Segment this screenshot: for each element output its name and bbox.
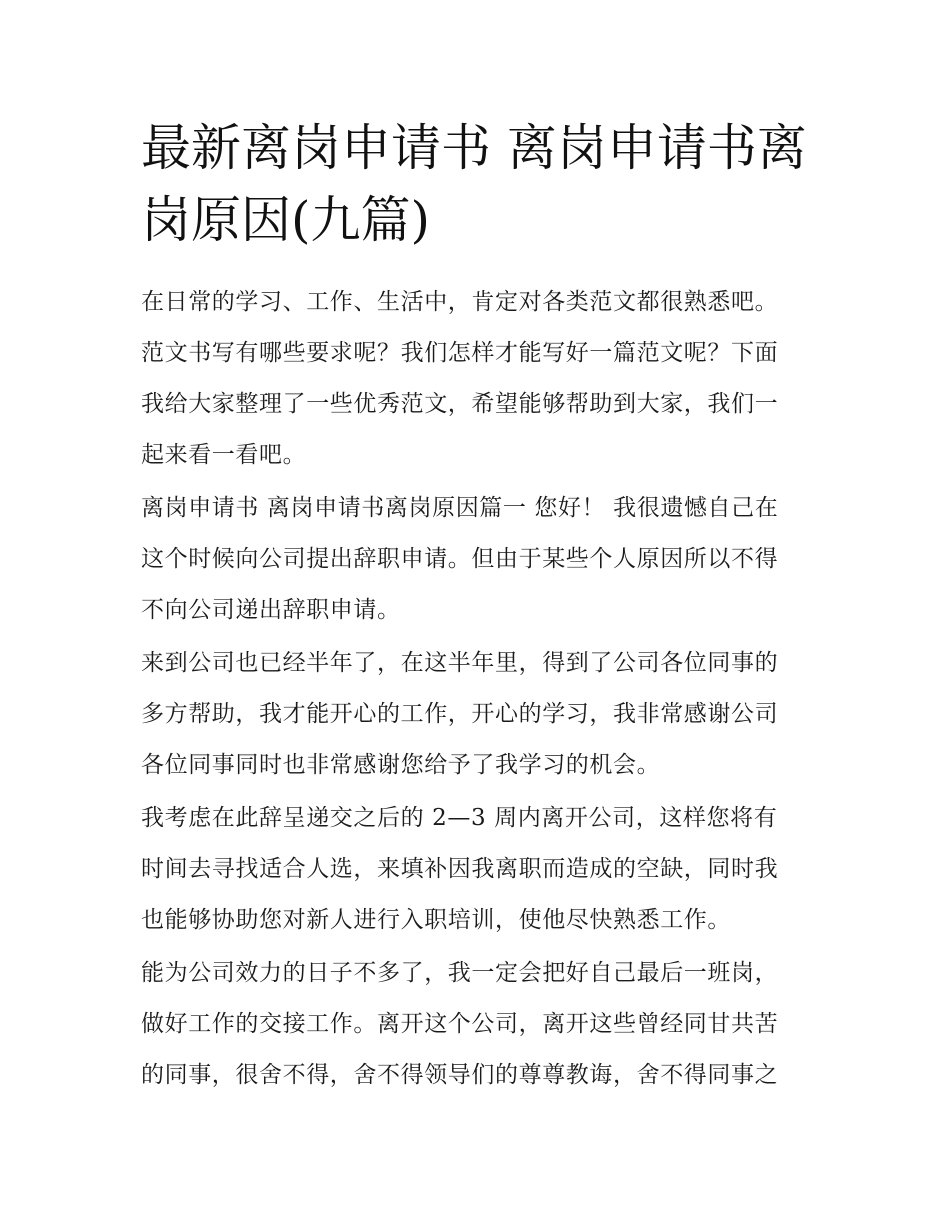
text-line: 离岗申请书 离岗申请书离岗原因篇一 您好！ 我很遗憾自己在: [141, 495, 779, 521]
text-line: 的同事，很舍不得，舍不得领导们的尊尊教诲，舍不得同事之: [141, 1062, 779, 1088]
text-line: 我给大家整理了一些优秀范文，希望能够帮助到大家，我们一: [141, 391, 779, 417]
text-line: 来到公司也已经半年了，在这半年里，得到了公司各位同事的: [141, 650, 779, 676]
text-line: 做好工作的交接工作。离开这个公司，离开这些曾经同甘共苦: [141, 1011, 779, 1037]
text-line: 各位同事同时也非常感谢您给予了我学习的机会。: [141, 752, 661, 778]
document-title: [141, 112, 821, 256]
document-body: [141, 279, 821, 1105]
text-line: 也能够协助您对新人进行入职培训，使他尽快熟悉工作。: [141, 907, 731, 933]
paragraph-opening: [141, 485, 821, 638]
text-line: 不向公司递出辞职申请。: [141, 597, 401, 623]
text-line: 能为公司效力的日子不多了，我一定会把好自己最后一班岗，: [141, 960, 779, 986]
text-line: 起来看一看吧。: [141, 442, 307, 468]
title-line: 最新离岗申请书 离岗申请书离: [141, 119, 807, 177]
paragraph-farewell: [141, 950, 821, 1103]
title-line: 岗原因(九篇): [141, 191, 431, 249]
text-line: 范文书写有哪些要求呢？我们怎样才能写好一篇范文呢？下面: [141, 340, 779, 366]
paragraph-timeline: [141, 795, 821, 948]
paragraph-intro: [141, 279, 821, 483]
text-line: 我考虑在此辞呈递交之后的 2—3 周内离开公司，这样您将有: [141, 805, 778, 831]
text-line: 多方帮助，我才能开心的工作，开心的学习，我非常感谢公司: [141, 701, 779, 727]
text-line: 时间去寻找适合人选，来填补因我离职而造成的空缺，同时我: [141, 856, 779, 882]
text-line: 在日常的学习、工作、生活中，肯定对各类范文都很熟悉吧。: [141, 289, 779, 315]
paragraph-gratitude: [141, 640, 821, 793]
text-line: 这个时候向公司提出辞职申请。但由于某些个人原因所以不得: [141, 546, 779, 572]
